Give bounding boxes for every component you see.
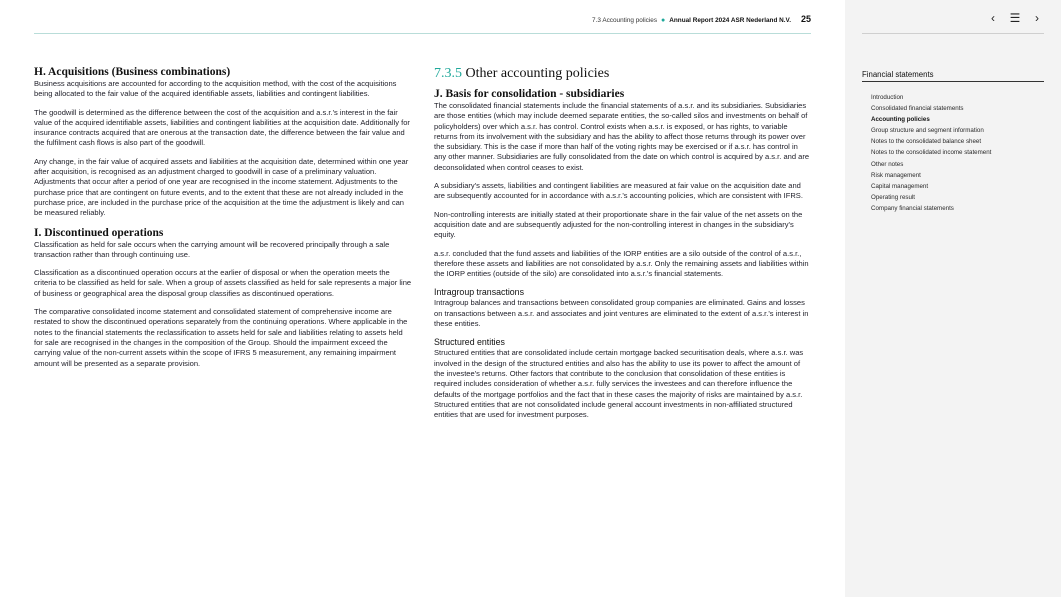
sidebar-divider-top [862,33,1044,34]
paragraph: The comparative consolidated income statement and consolidated statement of comprehensive income are restated to show the discontinued operations separately from the continuing operations. Where applicable in the notes to the financial statements the reclassification to assets held for sale and liabilities relating to assets held for sale are recognised in the changes in the composition of the Group. Should the impairment exceed the carrying value of the non-current assets within the scope of IFRS 5 measurement, any remaining impairment amount will be presented as a separate provision. [34,307,408,368]
paragraph: A subsidiary's assets, liabilities and contingent liabilities are measured at fair value on the acquisition date and are subsequently accounted for in accordance with a.s.r.'s accounting policies, which are consistent with IFRS. [434,181,803,201]
page-number: 25 [800,14,811,24]
page-navigation [982,11,1048,25]
paragraph: Non-controlling interests are initially stated at their proportionate share in the fair value of the net assets on the acquisition date and are subsequently adjusted for the non-controlling interest in changes in the subsidiary's equity. [434,209,803,240]
header-separator-dot: ● [661,17,666,24]
subheading-structured-entities: Structured entities [434,337,505,348]
heading-discontinued-operations: I. Discontinued operations [34,226,164,239]
chevron-left-icon[interactable]: ‹ [991,11,995,25]
sidebar-item-notes-to-the-consolidated-balance-sheet[interactable]: Notes to the consolidated balance sheet [871,138,982,146]
paragraph: Classification as a discontinued operation occurs at the earlier of disposal or when the operation meets the criteria to be classified as held for sale. When a group of assets classified as held for sale represents a major line of business or geographical area the disposal group classifies as discontinued operations. [34,268,412,298]
left-column [34,66,412,377]
sidebar-item-consolidated-financial-statements[interactable]: Consolidated financial statements [871,105,964,113]
subheading-intragroup-transactions: Intragroup transactions [434,287,524,298]
page-header [34,14,811,26]
sidebar-divider [862,81,1044,82]
paragraph: Business acquisitions are accounted for according to the acquisition method, with the cost of the acquisitions being allocated to the fair value of the acquired identifiable assets, liabilities and contingent liabilities. [34,79,397,99]
header-section: 7.3 Accounting policies [592,17,658,24]
sidebar-heading: Financial statements [862,70,934,79]
paragraph: The goodwill is determined as the difference between the cost of the acquisition and a.s.r.'s interest in the fair value of the acquired identifiable assets, liabilities and contingent liabilities at the acquisition date. Additionally for insurance contracts acquired that are onerous at the transaction date, the difference between the fair value and the fulfilment cash flows is also part of the goodwill. [34,107,410,148]
sidebar-item-group-structure-and-segment-information[interactable]: Group structure and segment information [871,127,984,135]
section-title: Other accounting policies [465,66,610,81]
section-number: 7.3.5 [434,66,462,81]
header-divider [34,33,811,34]
paragraph: The consolidated financial statements include the financial statements of a.s.r. and its subsidiaries. Subsidiaries are those entities (which may include deemed separate entities, the so-called silos and investments on behalf of policyholders) over which a.s.r. has control. Control exists when a.s.r. is exposed, or has rights, to variable returns from its involvement with the subsidiary and has the ability to affect those returns through its power over the subsidiary. This is the case if more than half of the voting rights may be exercised or if a.s.r. has control in any other manner. Subsidiaries are fully consolidated from the date on which control is acquired by a.s.r. and are deconsolidated when control ceases to exist. [434,101,810,172]
sidebar [845,0,1061,597]
sidebar-item-other-notes[interactable]: Other notes [871,160,904,168]
sidebar-item-operating-result[interactable]: Operating result [871,193,916,201]
header-report-title: Annual Report 2024 ASR Nederland N.V. [669,17,791,24]
sidebar-item-introduction[interactable]: Introduction [871,94,904,101]
chevron-right-icon[interactable]: › [1035,11,1039,25]
sidebar-item-accounting-policies[interactable]: Accounting policies [871,116,930,124]
sidebar-item-notes-to-the-consolidated-income-statement[interactable]: Notes to the consolidated income statement [871,149,992,157]
sidebar-item-company-financial-statements[interactable]: Company financial statements [871,204,954,212]
paragraph: a.s.r. concluded that the fund assets and liabilities of the IORP entities are a silo outside of the control of a.s.r., therefore these assets and liabilities are not consolidated by a.s.r. Only the remaining assets and liabilities within the IORP entities (outside of the silo) are consolidated into a.s.r.'s financial statements. [434,248,809,279]
right-column [434,66,811,428]
sidebar-item-risk-management[interactable]: Risk management [871,171,921,179]
sidebar-item-capital-management[interactable]: Capital management [871,182,929,190]
paragraph: Structured entities that are consolidated include certain mortgage backed securitisation deals, where a.s.r. was involved in the design of the structured entities and also has the ability to use its power to affect the amount of the investee's returns. Other factors that contribute to the conclusion that consolidation of these entities is required includes consideration of whether a.s.r. fully services the investees and can therefore influence the defaults of the mortgage portfolios and the fact that in these cases the majority of risks are maintained by a.s.r. Structured entities that are not consolidated include general account investments in non-affiliated structured entities that are used for investment purposes. [434,348,804,420]
heading-basis-for-consolidation: J. Basis for consolidation - subsidiaries [434,88,625,100]
section-heading [434,66,811,82]
paragraph: Intragroup balances and transactions between consolidated group companies are eliminated. Gains and losses on transactions between a.s.r. and associates and joint ventures are eliminated to the extent of a.s.r.'s interest in these entities. [434,298,809,329]
menu-icon[interactable]: ☰ [1009,11,1021,25]
paragraph: Classification as held for sale occurs when the carrying amount will be recovered principally through a sale transaction rather than through continuing use. [34,239,390,259]
table-of-contents [871,92,991,214]
paragraph: Any change, in the fair value of acquired assets and liabilities at the acquisition date, determined within one year after acquisition, is recognised as an adjustment charged to goodwill in case of a preliminary valuation. Adjustments that occur after a period of one year are recognised in the income statement. Adjustments to the purchase price that are contingent on future events, and to the extent that these are not already included in the purchase price, are included in the purchase price of the acquisition at the time the adjustment is likely and can be measured reliably. [34,156,409,218]
heading-acquisitions: H. Acquisitions (Business combinations) [34,66,231,78]
